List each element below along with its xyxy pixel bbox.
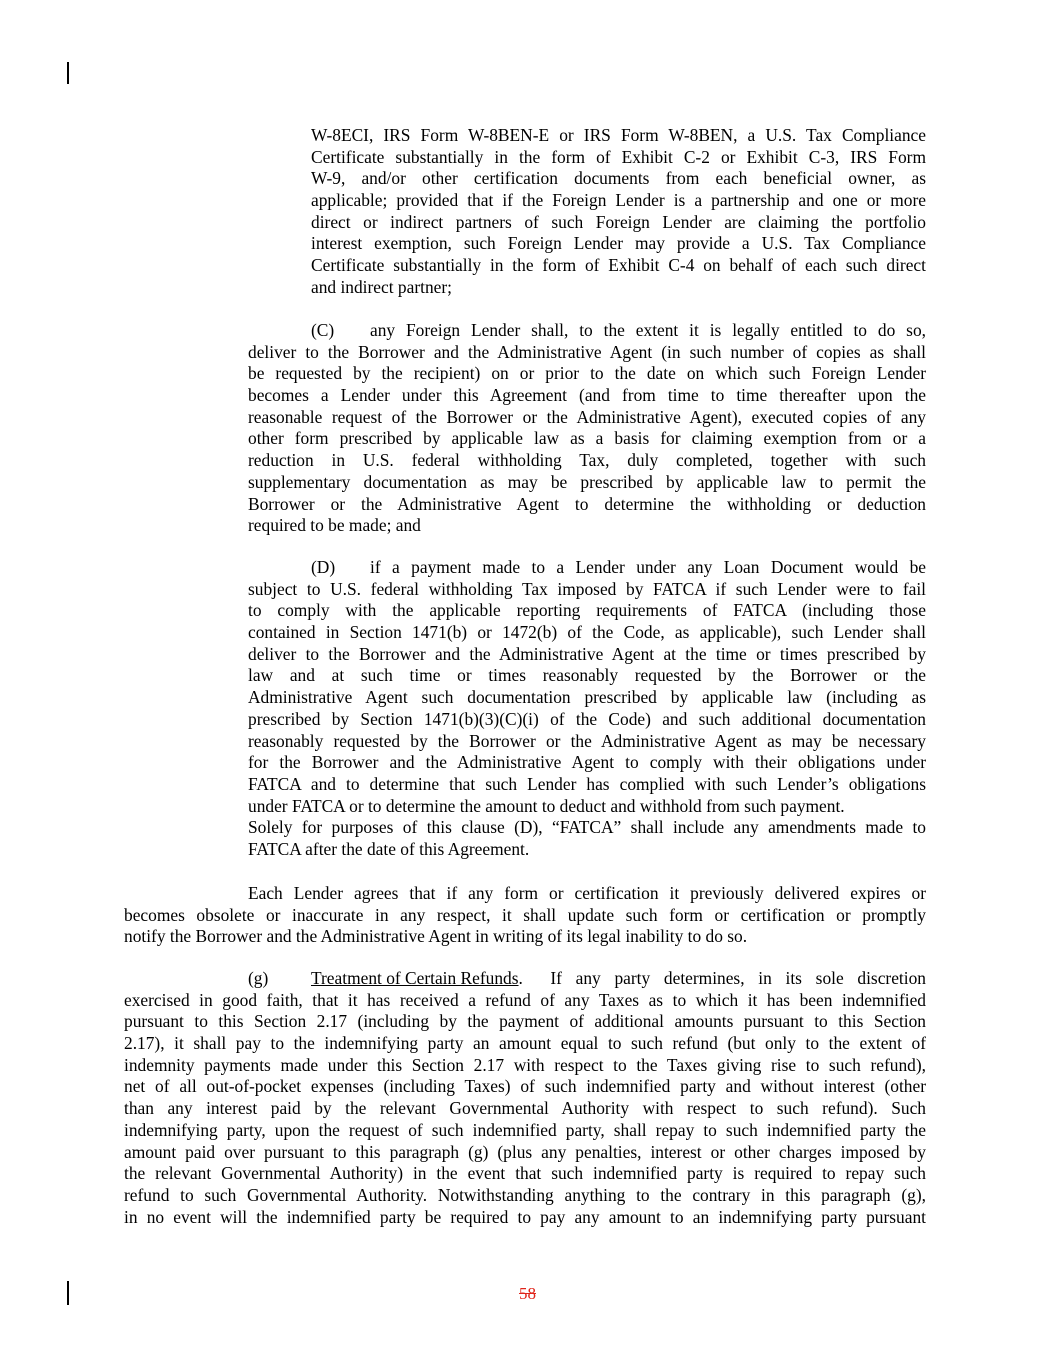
text-line: required to be made; and xyxy=(248,515,421,536)
text-line: reasonable request of the Borrower or the Administrative Agent), executed copies of any xyxy=(248,406,926,427)
text-line: contained in Section 1471(b) or 1472(b) of the Code, as applicable), such Lender shall xyxy=(248,622,926,643)
text-line: indemnifying party, upon the request of such indemnified party, shall repay to such indemnified party the xyxy=(124,1119,926,1140)
paragraph-c xyxy=(248,320,926,537)
text-line: for the Borrower and the Administrative Agent to comply with their obligations under xyxy=(248,752,926,773)
change-bar-top xyxy=(67,62,69,84)
paragraph-d-first-text: if a payment made to a Lender under any Loan Document would be xyxy=(370,557,926,577)
text-line: interest exemption, such Foreign Lender may provide a U.S. Tax Compliance xyxy=(311,233,926,254)
text-line: to comply with the applicable reporting requirements of FATCA (including those xyxy=(248,600,926,621)
text-line: becomes a Lender under this Agreement (and from time to time thereafter upon the xyxy=(248,385,926,406)
text-line: law and at such time or times reasonably requested by the Borrower or the xyxy=(248,665,926,686)
text-line: Certificate substantially in the form of Exhibit C-4 on behalf of each such direct xyxy=(311,255,926,276)
text-line: prescribed by Section 1471(b)(3)(C)(i) of the Code) and such additional documentation xyxy=(248,708,926,729)
paragraph-d-label: (D) xyxy=(311,557,336,577)
text-line: W-9, and/or other certification documents from each beneficial owner, as xyxy=(311,168,926,189)
text-line: than any interest paid by the relevant Governmental Authority with respect to such refund). Such xyxy=(124,1098,926,1119)
paragraph-c-first-text: any Foreign Lender shall, to the extent it is legally entitled to do so, xyxy=(370,320,926,340)
text-line: FATCA and to determine that such Lender has complied with such Lender’s obligations xyxy=(248,773,926,794)
text-line: Solely for purposes of this clause (D), “FATCA” shall include any amendments made to xyxy=(248,817,926,838)
text-line: W-8ECI, IRS Form W-8BEN-E or IRS Form W-8BEN, a U.S. Tax Compliance xyxy=(311,125,926,145)
text-line: indemnity payments made under this Section 2.17 with respect to the Taxes giving rise to such refund), xyxy=(124,1054,926,1075)
paragraph-g-heading: Treatment of Certain Refunds xyxy=(311,968,519,988)
paragraph-c-first-line xyxy=(248,320,926,342)
text-line: in no event will the indemnified party be required to pay any amount to an indemnifying party pursuant xyxy=(124,1206,926,1227)
paragraph-g xyxy=(124,968,926,1228)
text-line: other form prescribed by applicable law as a basis for claiming exemption from or a xyxy=(248,428,926,449)
paragraph-g-first-line xyxy=(124,968,926,990)
text-line: pursuant to this Section 2.17 (including by the payment of additional amounts pursuant to this Section xyxy=(124,1011,926,1032)
paragraph-each-lender xyxy=(124,883,926,948)
text-line: be requested by the recipient) on or prior to the date on which such Foreign Lender xyxy=(248,363,926,384)
paragraph-d xyxy=(248,557,926,861)
text-line: the relevant Governmental Authority) in the event that such indemnified party is required to repay such xyxy=(124,1163,926,1184)
text-line: reduction in U.S. federal withholding Tax, duly completed, together with such xyxy=(248,450,926,471)
text-line: Certificate substantially in the form of Exhibit C-2 or Exhibit C-3, IRS Form xyxy=(311,146,926,167)
text-line: becomes obsolete or inaccurate in any respect, it shall update such form or certification or promptly xyxy=(124,904,926,925)
text-line: reasonably requested by the Borrower or the Administrative Agent as may be necessary xyxy=(248,730,926,751)
text-line: applicable; provided that if the Foreign Lender is a partnership and one or more xyxy=(311,190,926,211)
text-line: 2.17), it shall pay to the indemnifying party an amount equal to such refund (but only to the extent of xyxy=(124,1033,926,1054)
paragraph-g-first-text: . If any party determines, in its sole discretion xyxy=(518,968,926,988)
text-line: and indirect partner; xyxy=(311,276,452,297)
text-line: amount paid over pursuant to this paragraph (g) (plus any penalties, interest or other charges imposed by xyxy=(124,1141,926,1162)
text-line: subject to U.S. federal withholding Tax imposed by FATCA if such Lender were to fail xyxy=(248,578,926,599)
paragraph-b-continuation xyxy=(311,125,926,299)
text-line: under FATCA or to determine the amount to deduct and withhold from such payment. xyxy=(248,795,845,816)
page-number: 58 xyxy=(519,1284,536,1303)
paragraph-each-first-line: Each Lender agrees that if any form or certification it previously delivered expires or xyxy=(248,883,926,903)
text-line: deliver to the Borrower and the Administrative Agent at the time or times prescribed by xyxy=(248,643,926,664)
text-line: exercised in good faith, that it has received a refund of any Taxes as to which it has been indemnified xyxy=(124,989,926,1010)
paragraph-c-label: (C) xyxy=(311,320,335,340)
text-line: Administrative Agent such documentation prescribed by applicable law (including as xyxy=(248,687,926,708)
paragraph-d-first-line xyxy=(248,557,926,579)
text-line: notify the Borrower and the Administrative Agent in writing of its legal inability to do so. xyxy=(124,926,748,947)
text-line: refund to such Governmental Authority. Notwithstanding anything to the contrary in this paragraph (g), xyxy=(124,1184,926,1205)
text-line: Borrower or the Administrative Agent to determine the withholding or deduction xyxy=(248,493,926,514)
text-line: deliver to the Borrower and the Administrative Agent (in such number of copies as shall xyxy=(248,341,926,362)
text-line: FATCA after the date of this Agreement. xyxy=(248,838,530,859)
text-line: net of all out-of-pocket expenses (including Taxes) of such indemnified party and without interest (other xyxy=(124,1076,926,1097)
paragraph-g-label: (g) xyxy=(248,968,269,988)
text-line: direct or indirect partners of such Foreign Lender are claiming the portfolio xyxy=(311,211,926,232)
text-line: supplementary documentation as may be prescribed by applicable law to permit the xyxy=(248,471,926,492)
